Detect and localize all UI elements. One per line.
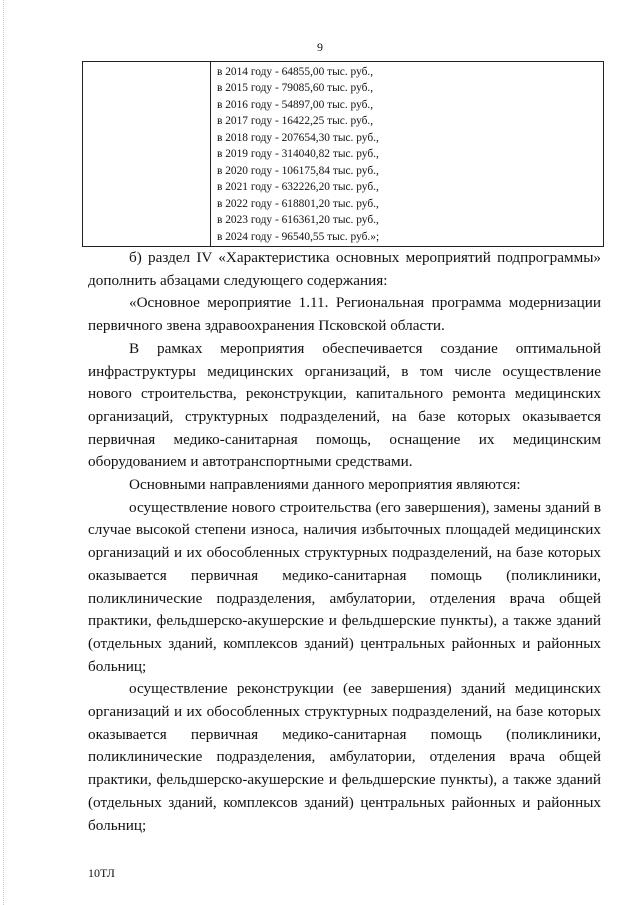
paragraph-activity-description: В рамках мероприятия обеспечивается создание оптимальной инфраструктуры медицинских организаций, в том числе осуществление нового строительства, реконструкции, капитального ремонта медицинских организаций, структурных подразделений, на базе которых оказывается первичная медико-санитарная помощь, оснащение их медицинским оборудованием и автотранспортными средствами. xyxy=(88,339,601,471)
budget-line-2024: в 2024 году - 96540,55 тыс. руб.»; xyxy=(217,230,380,243)
budget-line-2021: в 2021 году - 632226,20 тыс. руб., xyxy=(217,181,379,194)
paragraph-directions-intro: Основными направлениями данного мероприятия являются: xyxy=(129,476,521,494)
budget-line-2016: в 2016 году - 54897,00 тыс. руб., xyxy=(217,98,374,111)
paragraph-section-iv-amendment: б) раздел IV «Характеристика основных мероприятий подпрограммы» дополнить абзацами следующего содержания: xyxy=(88,249,601,289)
page-number: 9 xyxy=(317,40,323,54)
budget-line-2014: в 2014 году - 64855,00 тыс. руб., xyxy=(217,66,374,78)
table-empty-cell xyxy=(83,62,211,247)
budget-table xyxy=(82,61,604,247)
budget-line-2020: в 2020 году - 106175,84 тыс. руб., xyxy=(217,164,379,177)
scan-edge-line xyxy=(3,0,4,905)
table-row xyxy=(83,62,604,247)
budget-values-cell xyxy=(211,62,604,247)
budget-line-2015: в 2015 году - 79085,60 тыс. руб., xyxy=(217,82,374,95)
budget-line-2018: в 2018 году - 207654,30 тыс. руб., xyxy=(217,131,379,144)
paragraph-main-activity-title: «Основное мероприятие 1.11. Региональная программа модернизации первичного звена здравоохранения Псковской области. xyxy=(88,294,601,335)
budget-line-2022: в 2022 году - 618801,20 тыс. руб., xyxy=(217,197,379,210)
document-body xyxy=(88,247,601,837)
budget-line-2019: в 2019 году - 314040,82 тыс. руб., xyxy=(217,148,379,161)
paragraph-new-construction: осуществление нового строительства (его завершения), замены зданий в случае высокой степени износа, наличия избыточных площадей медицинских организаций и их обособленных структурных подразделений, на базе которых оказывается первичная медико-санитарная помощь (поликлиники, поликлинические подразделения, амбулатории, отделения врача общей практики, фельдшерско-акушерские и фельдшерские пункты), а также зданий (отдельных зданий, комплексов зданий) центральных районных и районных больниц; xyxy=(88,498,601,675)
document-code: 10ТЛ xyxy=(88,866,115,880)
budget-line-2023: в 2023 году - 616361,20 тыс. руб., xyxy=(217,214,379,227)
budget-line-2017: в 2017 году - 16422,25 тыс. руб., xyxy=(217,115,374,128)
paragraph-reconstruction: осуществление реконструкции (ее завершения) зданий медицинских организаций и их обособленных структурных подразделений, на базе которых оказывается первичная медико-санитарная помощь (поликлиники, поликлинические подразделения, амбулатории, отделения врача общей практики, фельдшерско-акушерские и фельдшерские пункты), а также зданий (отдельных зданий, комплексов зданий) центральных районных и районных больниц; xyxy=(88,680,601,834)
